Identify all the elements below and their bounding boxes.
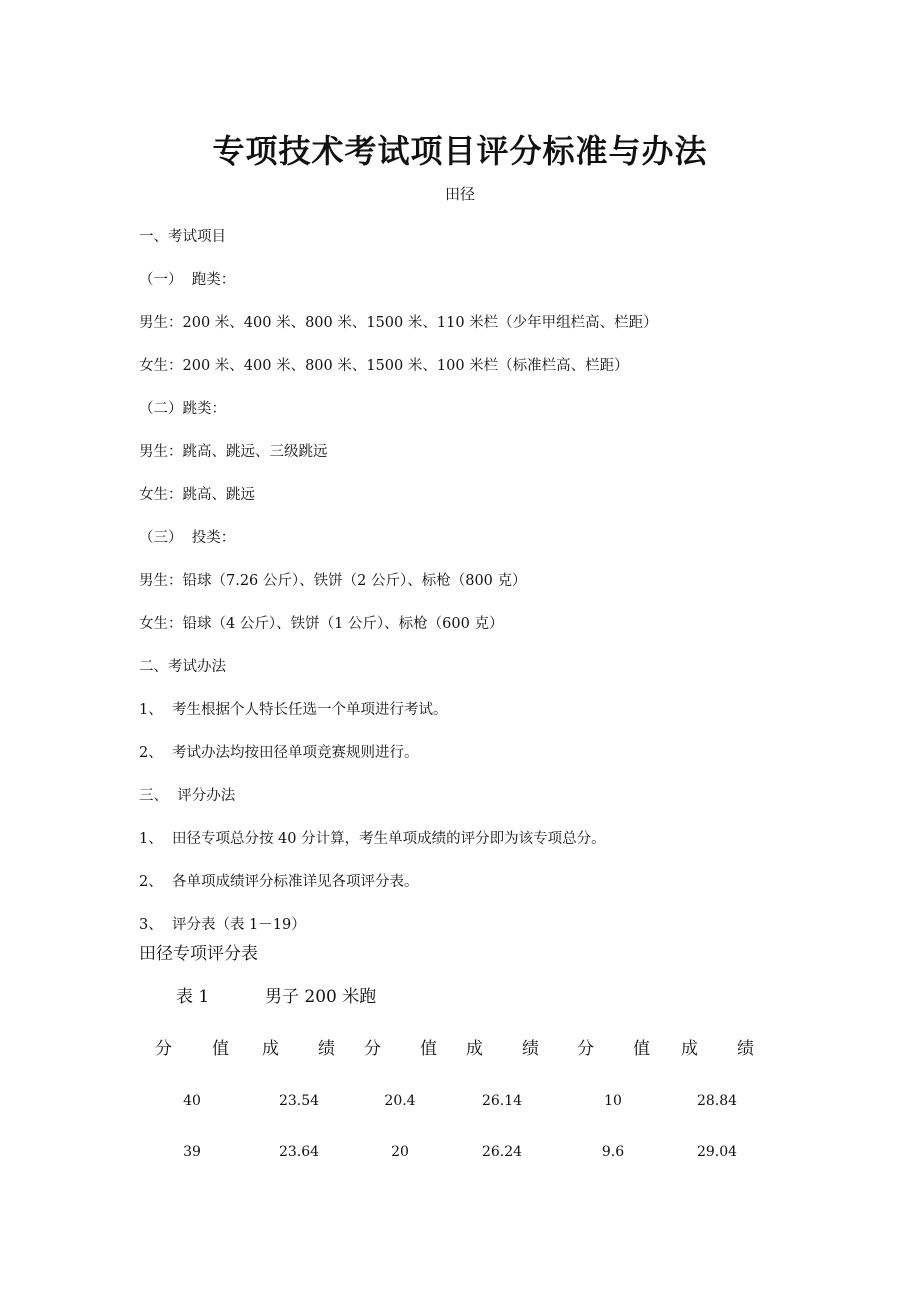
table-header-cell: 绩 bbox=[737, 1039, 754, 1059]
text-line: 2、 考试办法均按田径单项竞赛规则进行。 bbox=[139, 745, 419, 761]
section-title: 田径专项评分表 bbox=[139, 944, 258, 964]
table-header-cell: 成 bbox=[681, 1039, 698, 1059]
text-line: 男生：200 米、400 米、800 米、1500 米、110 米栏（少年甲组栏高、栏距） bbox=[139, 315, 658, 331]
table-header-cell: 分 bbox=[364, 1039, 381, 1059]
text-line: 三、 评分办法 bbox=[139, 788, 236, 804]
text-line: 1、 田径专项总分按 40 分计算，考生单项成绩的评分即为该专项总分。 bbox=[139, 831, 606, 847]
text-line: 二、考试办法 bbox=[139, 659, 226, 675]
table-header-cell: 分 bbox=[155, 1039, 172, 1059]
text-line: 女生：200 米、400 米、800 米、1500 米、100 米栏（标准栏高、栏距） bbox=[139, 358, 629, 374]
table-caption-number: 表 1 bbox=[176, 987, 210, 1007]
text-line: 一、考试项目 bbox=[139, 229, 226, 245]
table-header-cell: 分 bbox=[577, 1039, 594, 1059]
table-cell: 40 bbox=[183, 1093, 201, 1109]
table-cell: 20.4 bbox=[384, 1093, 416, 1109]
table-cell: 26.14 bbox=[481, 1093, 523, 1109]
table-cell: 9.6 bbox=[601, 1144, 625, 1160]
table-header-cell: 成 bbox=[262, 1039, 279, 1059]
table-cell: 28.84 bbox=[696, 1093, 738, 1109]
table-cell: 26.24 bbox=[481, 1144, 523, 1160]
text-line: 1、 考生根据个人特长任选一个单项进行考试。 bbox=[139, 702, 448, 718]
table-header-cell: 成 bbox=[466, 1039, 483, 1059]
document-subtitle: 田径 bbox=[444, 185, 475, 203]
table-cell: 23.54 bbox=[278, 1093, 320, 1109]
table-cell: 23.64 bbox=[278, 1144, 320, 1160]
table-cell: 39 bbox=[183, 1144, 201, 1160]
text-line: 女生：铅球（4 公斤）、铁饼（1 公斤）、标枪（600 克） bbox=[139, 616, 504, 632]
text-line: 女生：跳高、跳远 bbox=[139, 487, 255, 503]
document-title: 专项技术考试项目评分标准与办法 bbox=[212, 132, 708, 170]
table-cell: 29.04 bbox=[696, 1144, 738, 1160]
table-header-cell: 值 bbox=[633, 1039, 650, 1059]
table-header-cell: 绩 bbox=[522, 1039, 539, 1059]
text-line: 男生：跳高、跳远、三级跳远 bbox=[139, 444, 328, 460]
table-cell: 20 bbox=[391, 1144, 409, 1160]
table-header-cell: 绩 bbox=[318, 1039, 335, 1059]
table-cell: 10 bbox=[604, 1093, 622, 1109]
table-header-cell: 值 bbox=[212, 1039, 229, 1059]
table-header-cell: 值 bbox=[420, 1039, 437, 1059]
text-line: （二）跳类： bbox=[139, 401, 226, 417]
table-caption-name: 男子 200 米跑 bbox=[265, 987, 377, 1007]
text-line: （三） 投类： bbox=[139, 530, 236, 546]
text-line: （一） 跑类： bbox=[139, 272, 236, 288]
text-line: 男生：铅球（7.26 公斤）、铁饼（2 公斤）、标枪（800 克） bbox=[139, 573, 527, 589]
text-line: 2、 各单项成绩评分标准详见各项评分表。 bbox=[139, 874, 419, 890]
text-line: 3、 评分表（表 1－19） bbox=[139, 917, 306, 933]
